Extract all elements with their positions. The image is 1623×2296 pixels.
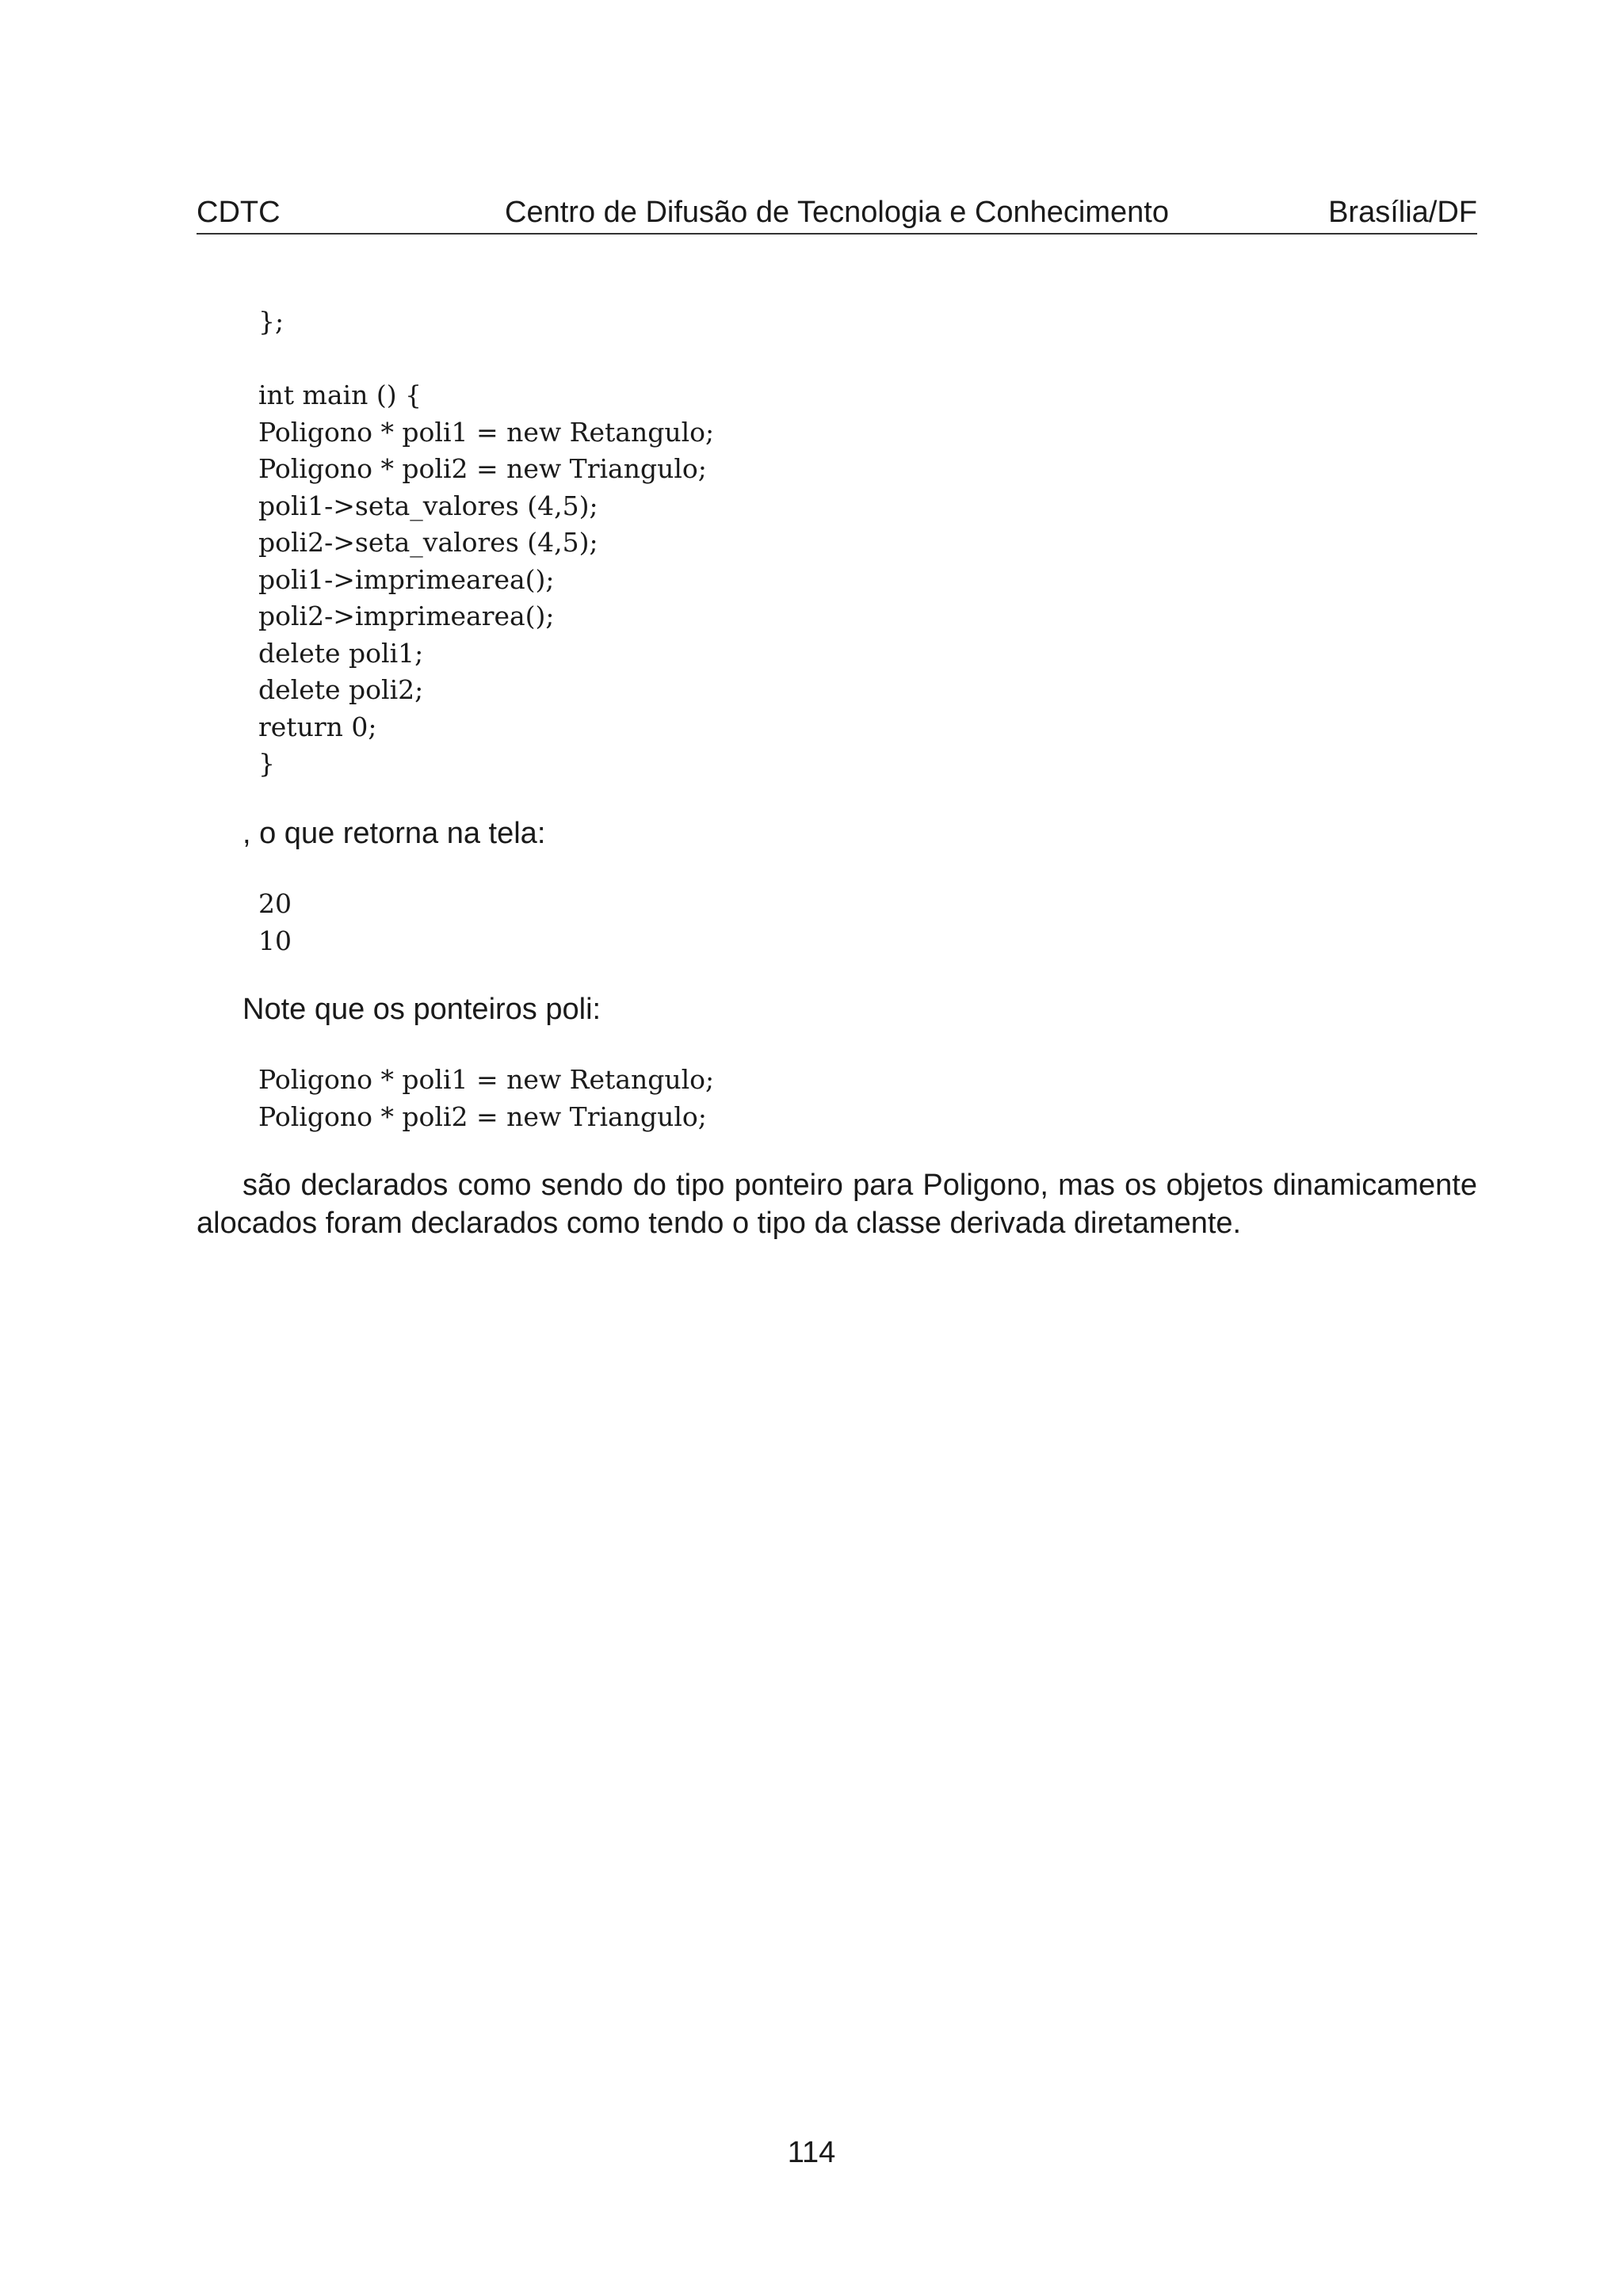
code-line: return 0; <box>258 711 377 742</box>
code-block-main <box>258 377 714 783</box>
code-line: Poligono * poli1 = new Retangulo; <box>258 416 715 448</box>
code-line: Poligono * poli1 = new Retangulo; <box>258 1064 715 1095</box>
code-line: delete poli2; <box>258 674 424 705</box>
code-line: delete poli1; <box>258 637 424 669</box>
output-block <box>258 886 292 959</box>
code-line: Poligono * poli2 = new Triangulo; <box>258 453 707 484</box>
output-line: 20 <box>258 888 292 919</box>
header-left: CDTC <box>197 196 281 229</box>
code-line: poli1->imprimearea(); <box>258 563 555 595</box>
header-center: Centro de Difusão de Tecnologia e Conhecimento <box>505 196 1169 229</box>
code-block-closing <box>258 303 284 341</box>
output-line: 10 <box>258 925 292 956</box>
code-line: } <box>258 748 275 779</box>
page-number: 114 <box>787 2136 836 2169</box>
code-line: Poligono * poli2 = new Triangulo; <box>258 1100 707 1132</box>
code-block-pointers <box>258 1062 714 1135</box>
header-right: Brasília/DF <box>1328 196 1477 229</box>
page-header <box>197 189 1477 235</box>
code-line: int main () { <box>258 379 422 410</box>
paragraph-output-intro: , o que retorna na tela: <box>242 817 546 850</box>
paragraph-explanation: são declarados como sendo do tipo ponteiro para Poligono, mas os objetos dinamicamente alocados foram declarados como tendo o tipo da classe derivada diretamente. <box>197 1169 1477 1240</box>
code-line: poli1->seta_valores (4,5); <box>258 490 598 521</box>
paragraph-note: Note que os ponteiros poli: <box>242 993 601 1026</box>
code-line: poli2->seta_valores (4,5); <box>258 527 598 558</box>
code-line: poli2->imprimearea(); <box>258 601 555 631</box>
code-line: }; <box>258 306 285 337</box>
